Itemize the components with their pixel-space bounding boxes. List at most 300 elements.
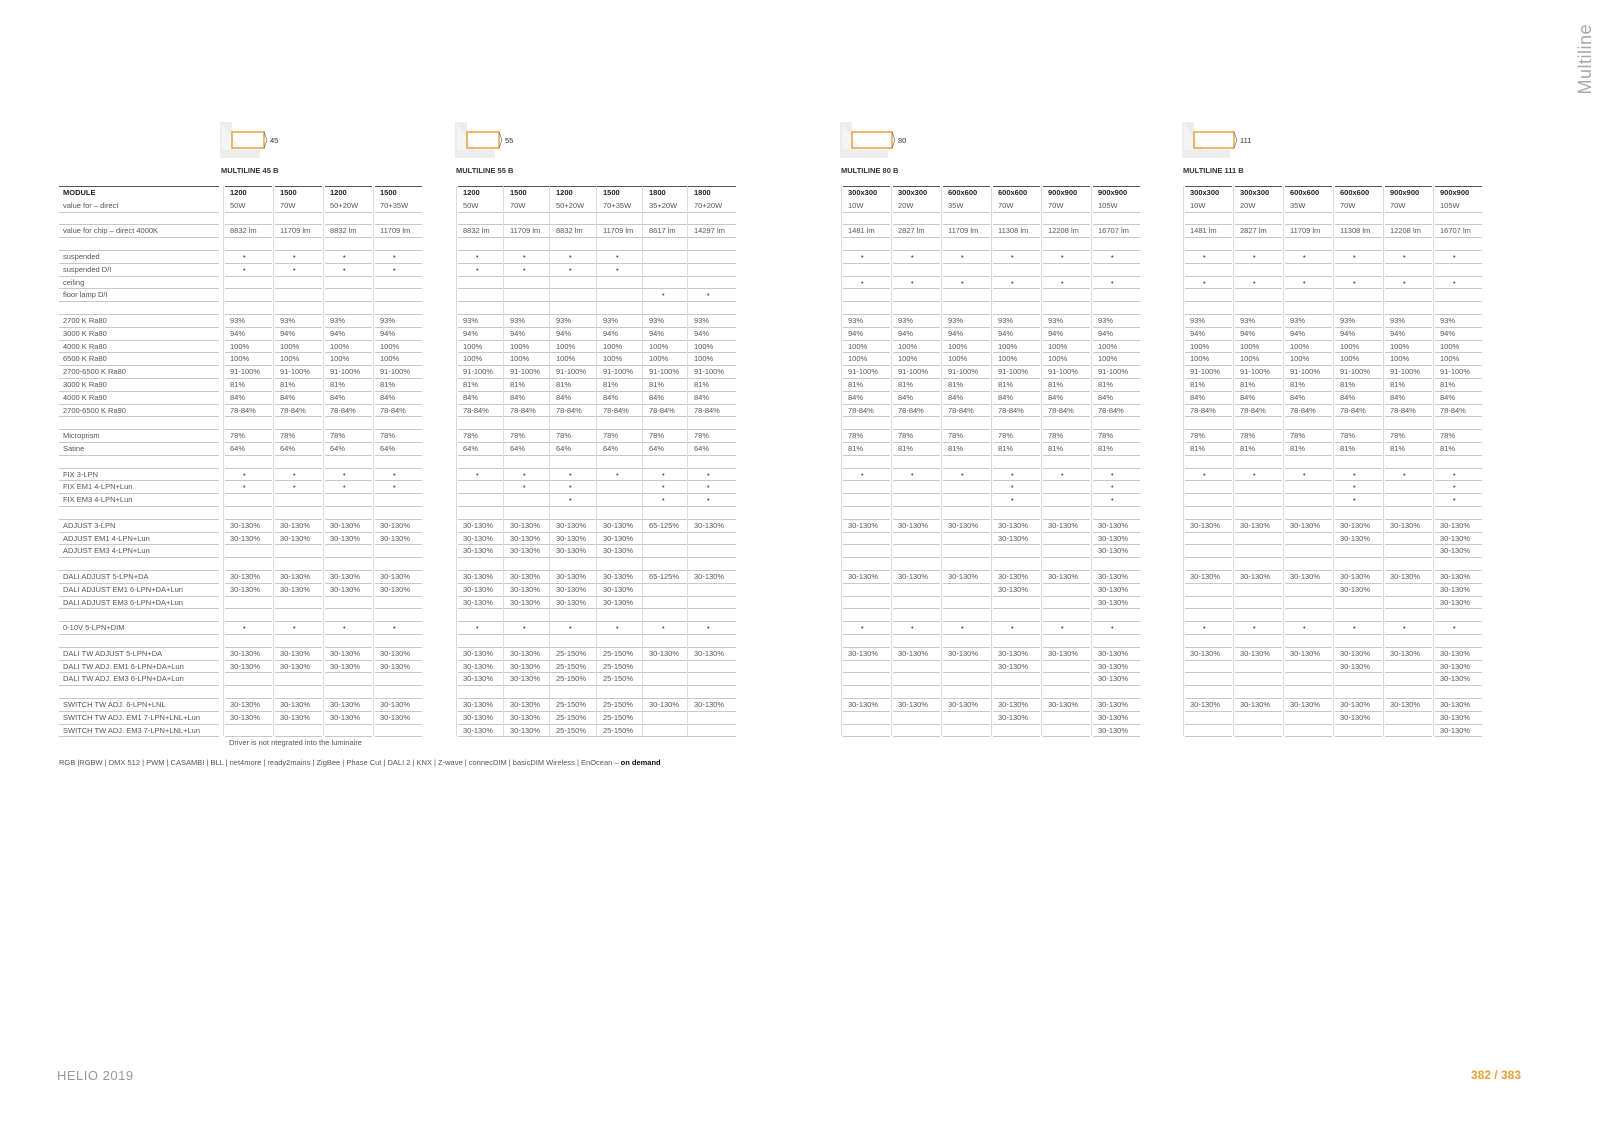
table-cell: 70+20W — [694, 200, 723, 210]
cell-rule — [375, 276, 422, 277]
table-cell: 93% — [1340, 316, 1356, 325]
table-cell: 30-130% — [603, 572, 634, 581]
table-cell: 91-100% — [1440, 367, 1471, 377]
cell-rule — [689, 544, 736, 545]
cell-rule — [689, 212, 736, 213]
cell-rule — [644, 468, 691, 469]
cell-rule — [1285, 672, 1332, 673]
cell-rule — [551, 301, 598, 302]
table-cell: 78% — [1098, 431, 1114, 441]
table-cell: 30-130% — [1440, 597, 1471, 607]
table-cell: 30-130% — [510, 712, 541, 722]
cell-rule — [943, 544, 990, 545]
table-cell: 78-84% — [1190, 405, 1216, 415]
table-cell: 30-130% — [510, 661, 541, 671]
table-cell: 94% — [1290, 328, 1306, 338]
table-cell: 30-130% — [948, 520, 979, 530]
cell-rule — [1335, 672, 1382, 673]
cell-rule — [943, 736, 990, 737]
table-cell: • — [569, 482, 572, 492]
cell-rule — [505, 416, 552, 417]
table-cell: • — [662, 290, 665, 300]
cell-rule — [943, 301, 990, 302]
table-cell: 30-130% — [1290, 648, 1321, 658]
table-cell: 30-130% — [1340, 572, 1371, 581]
table-cell: 8832 lm — [463, 226, 490, 236]
table-cell: 900x900 — [1098, 188, 1128, 197]
cell-rule — [1335, 416, 1382, 417]
row-label: 3000 K Ra90 — [63, 380, 107, 389]
cell-rule — [1043, 237, 1090, 238]
table-cell: 94% — [510, 328, 526, 338]
table-cell: 81% — [1048, 444, 1064, 453]
cell-rule — [1093, 212, 1140, 213]
cell-rule — [689, 634, 736, 635]
table-cell: 84% — [556, 392, 572, 402]
cell-rule — [843, 416, 890, 417]
table-cell: 30-130% — [463, 712, 494, 722]
table-cell: 1200 — [330, 188, 347, 197]
cell-rule — [943, 263, 990, 264]
cell-rule — [1043, 480, 1090, 481]
cell-rule — [1385, 480, 1432, 481]
cell-rule — [275, 621, 322, 622]
table-cell: 93% — [1048, 316, 1064, 325]
table-cell: 91-100% — [948, 367, 979, 377]
cell-rule — [1043, 608, 1090, 609]
table-cell: • — [1453, 277, 1456, 287]
table-cell: 100% — [649, 341, 669, 351]
table-cell: 78-84% — [848, 405, 874, 415]
cell-rule — [1185, 685, 1232, 686]
cell-rule — [893, 506, 940, 507]
table-cell: 78-84% — [649, 405, 675, 415]
table-cell: 900x900 — [1048, 188, 1078, 197]
cell-rule — [1185, 532, 1232, 533]
table-cell: 78% — [1340, 431, 1356, 441]
table-cell: • — [662, 495, 665, 505]
table-cell: 30-130% — [603, 584, 634, 594]
cell-rule — [375, 480, 422, 481]
table-cell: 11308 lm — [998, 226, 1029, 236]
cell-rule — [375, 468, 422, 469]
cell-rule — [275, 212, 322, 213]
table-cell: 100% — [556, 341, 576, 351]
table-cell: 78-84% — [998, 405, 1024, 415]
table-cell: 30-130% — [1440, 520, 1471, 530]
cell-rule — [505, 276, 552, 277]
cell-rule — [1043, 724, 1090, 725]
cell-rule — [1185, 608, 1232, 609]
cell-rule — [458, 250, 505, 251]
side-title: Multiline — [1575, 24, 1595, 95]
cell-rule — [1185, 583, 1232, 584]
table-cell: 30-130% — [1290, 700, 1321, 709]
driver-note: Driver is not ntegrated into the luminaire — [229, 738, 362, 748]
cell-rule — [1335, 455, 1382, 456]
table-cell: 78-84% — [603, 405, 629, 415]
cell-rule — [1235, 672, 1282, 673]
table-cell: 30-130% — [998, 700, 1029, 709]
cell-rule — [843, 711, 890, 712]
cell-rule — [375, 186, 422, 187]
table-cell: 81% — [998, 380, 1014, 389]
cell-rule — [689, 685, 736, 686]
cell-rule — [325, 634, 372, 635]
cell-rule — [993, 480, 1040, 481]
cell-rule — [551, 455, 598, 456]
table-cell: 30-130% — [330, 648, 361, 658]
cell-rule — [843, 672, 890, 673]
on-demand-label: on demand — [620, 758, 661, 768]
cell-rule — [993, 416, 1040, 417]
cell-rule — [644, 480, 691, 481]
table-cell: 78% — [230, 431, 246, 441]
cell-rule — [1093, 186, 1140, 187]
cell-rule — [993, 557, 1040, 558]
cell-rule — [325, 480, 372, 481]
table-cell: 30-130% — [1340, 533, 1371, 543]
cell-rule — [598, 608, 645, 609]
footer-brand: HELIO 2019 — [57, 1068, 134, 1083]
table-cell: 30-130% — [948, 700, 979, 709]
table-cell: 81% — [1340, 444, 1356, 453]
cell-rule — [644, 621, 691, 622]
cell-rule — [1385, 736, 1432, 737]
table-cell: 78-84% — [330, 405, 356, 415]
table-cell: 100% — [1048, 341, 1068, 351]
table-cell: • — [343, 469, 346, 479]
table-cell: 100% — [898, 341, 918, 351]
cell-rule — [275, 493, 322, 494]
cell-rule — [1185, 493, 1232, 494]
cell-rule — [1043, 506, 1090, 507]
table-cell: 94% — [1048, 328, 1064, 338]
table-cell: 30-130% — [330, 572, 361, 581]
cell-rule — [1093, 276, 1140, 277]
table-cell: 94% — [330, 328, 346, 338]
table-cell: 81% — [330, 380, 346, 389]
table-cell: 30-130% — [848, 648, 879, 658]
table-cell: 30-130% — [556, 533, 587, 543]
cell-rule — [505, 480, 552, 481]
table-cell: 91-100% — [380, 367, 411, 377]
cell-rule — [1335, 301, 1382, 302]
cell-rule — [943, 455, 990, 456]
cell-rule — [598, 685, 645, 686]
cell-rule — [843, 186, 890, 187]
cell-rule — [1043, 685, 1090, 686]
table-cell: • — [1353, 623, 1356, 633]
cell-rule — [325, 468, 372, 469]
cell-rule — [458, 736, 505, 737]
cell-rule — [1435, 621, 1482, 622]
cell-rule — [993, 455, 1040, 456]
cell-rule — [1235, 455, 1282, 456]
cell-rule — [1335, 250, 1382, 251]
table-cell: • — [1353, 252, 1356, 261]
table-cell: 64% — [280, 444, 296, 453]
table-cell: 93% — [848, 316, 864, 325]
cell-rule — [598, 301, 645, 302]
cell-rule — [505, 685, 552, 686]
table-cell: 30-130% — [230, 712, 261, 722]
cell-rule — [893, 250, 940, 251]
cell-rule — [1235, 736, 1282, 737]
table-cell: 78-84% — [463, 405, 489, 415]
cell-rule — [843, 480, 890, 481]
cell-rule — [1285, 583, 1332, 584]
cell-rule — [1185, 506, 1232, 507]
table-cell: • — [1203, 623, 1206, 633]
table-cell: • — [961, 277, 964, 287]
table-cell: 81% — [1290, 444, 1306, 453]
table-cell: 100% — [998, 354, 1018, 364]
cell-rule — [225, 685, 272, 686]
cell-rule — [1335, 263, 1382, 264]
cell-rule — [1385, 685, 1432, 686]
table-cell: 100% — [1190, 354, 1210, 364]
cell-rule — [893, 301, 940, 302]
cell-rule — [993, 186, 1040, 187]
cell-rule — [1285, 288, 1332, 289]
cell-rule — [1235, 237, 1282, 238]
table-cell: 78% — [649, 431, 665, 441]
table-cell: 30-130% — [463, 520, 494, 530]
table-cell: 94% — [1190, 328, 1206, 338]
cell-rule — [993, 212, 1040, 213]
cell-rule — [505, 212, 552, 213]
row-label: 4000 K Ra90 — [63, 392, 107, 402]
table-cell: • — [476, 264, 479, 274]
table-cell: 84% — [230, 392, 246, 402]
cell-rule — [225, 250, 272, 251]
table-cell: 81% — [694, 380, 710, 389]
table-cell: 91-100% — [1390, 367, 1421, 377]
table-cell: 84% — [330, 392, 346, 402]
table-cell: 30-130% — [1390, 700, 1421, 709]
table-cell: 94% — [603, 328, 619, 338]
table-cell: 78% — [330, 431, 346, 441]
cell-rule — [1043, 301, 1090, 302]
cell-rule — [225, 672, 272, 673]
cell-rule — [893, 455, 940, 456]
table-cell: 30-130% — [463, 725, 494, 735]
table-cell: • — [911, 277, 914, 287]
cell-rule — [1043, 186, 1090, 187]
table-cell: • — [861, 469, 864, 479]
table-cell: 30-130% — [330, 700, 361, 709]
cell-rule — [505, 506, 552, 507]
cell-rule — [993, 493, 1040, 494]
table-cell: 30-130% — [380, 661, 411, 671]
cell-rule — [1043, 263, 1090, 264]
column-rule — [991, 186, 992, 736]
table-cell: 30-130% — [510, 674, 541, 684]
table-cell: 84% — [694, 392, 710, 402]
cell-rule — [598, 212, 645, 213]
cell-rule — [893, 672, 940, 673]
cell-rule — [1235, 288, 1282, 289]
cell-rule — [644, 416, 691, 417]
row-label: ADJUST EM1 4-LPN+Lun — [63, 533, 150, 543]
table-cell: 30-130% — [1340, 584, 1371, 594]
table-cell: 1500 — [510, 188, 527, 197]
table-cell: 84% — [848, 392, 864, 402]
cell-rule — [275, 608, 322, 609]
cell-rule — [1185, 250, 1232, 251]
cell-rule — [325, 724, 372, 725]
row-label: ADJUST 3-LPN — [63, 520, 116, 530]
cell-rule — [1285, 186, 1332, 187]
cell-rule — [1043, 276, 1090, 277]
table-cell: 100% — [998, 341, 1018, 351]
table-cell: 35W — [948, 200, 964, 210]
cell-rule — [1285, 416, 1332, 417]
cell-rule — [1093, 685, 1140, 686]
cell-rule — [1185, 672, 1232, 673]
table-cell: 64% — [463, 444, 479, 453]
table-cell: • — [707, 495, 710, 505]
cell-rule — [1335, 186, 1382, 187]
table-cell: • — [569, 252, 572, 261]
cell-rule — [1235, 608, 1282, 609]
label-rule — [59, 736, 219, 737]
row-label: ADJUST EM3 4-LPN+Lun — [63, 546, 150, 556]
table-cell: 30-130% — [998, 648, 1029, 658]
table-cell: 91-100% — [463, 367, 494, 377]
table-cell: 30-130% — [510, 648, 541, 658]
cell-rule — [325, 608, 372, 609]
row-label: 2700-6500 K Ra90 — [63, 405, 126, 415]
cell-rule — [275, 263, 322, 264]
cell-rule — [689, 237, 736, 238]
cell-rule — [689, 736, 736, 737]
table-cell: 100% — [463, 354, 483, 364]
table-cell: • — [1011, 469, 1014, 479]
row-label: 0-10V 5-LPN+DIM — [63, 623, 125, 633]
table-cell: • — [1303, 469, 1306, 479]
cell-rule — [551, 288, 598, 289]
table-cell: 78-84% — [1048, 405, 1074, 415]
cell-rule — [943, 583, 990, 584]
cell-rule — [505, 493, 552, 494]
cell-rule — [1335, 288, 1382, 289]
table-cell: 78-84% — [1240, 405, 1266, 415]
table-cell: 30-130% — [510, 597, 541, 607]
cell-rule — [458, 301, 505, 302]
row-label: DALI ADJUST EM1 6-LPN+DA+Lun — [63, 584, 183, 594]
cell-rule — [325, 186, 372, 187]
table-cell: 25-150% — [556, 712, 587, 722]
table-cell: 81% — [1390, 380, 1406, 389]
table-cell: • — [1011, 482, 1014, 492]
cell-rule — [325, 506, 372, 507]
table-cell: 100% — [1390, 354, 1410, 364]
cell-rule — [1185, 237, 1232, 238]
cell-rule — [893, 276, 940, 277]
cell-rule — [1435, 237, 1482, 238]
cell-rule — [325, 455, 372, 456]
table-cell: • — [1453, 252, 1456, 261]
table-cell: 91-100% — [1290, 367, 1321, 377]
column-rule — [1233, 186, 1234, 736]
table-cell: 100% — [330, 341, 350, 351]
cell-rule — [1335, 724, 1382, 725]
table-cell: 100% — [848, 354, 868, 364]
table-cell: 30-130% — [848, 700, 879, 709]
cell-rule — [1335, 237, 1382, 238]
table-cell: 78-84% — [280, 405, 306, 415]
row-label: Satine — [63, 444, 85, 453]
cell-rule — [993, 672, 1040, 673]
table-cell: 12208 lm — [1048, 226, 1079, 236]
table-cell: 78% — [463, 431, 479, 441]
table-cell: 30-130% — [1440, 712, 1471, 722]
column-rule — [323, 186, 324, 736]
cell-rule — [1335, 685, 1382, 686]
cell-rule — [1385, 468, 1432, 469]
table-cell: 78% — [1290, 431, 1306, 441]
table-cell: • — [861, 277, 864, 287]
cell-rule — [225, 544, 272, 545]
cell-rule — [225, 634, 272, 635]
cell-rule — [1185, 263, 1232, 264]
cell-rule — [1235, 724, 1282, 725]
table-cell: 30-130% — [1440, 648, 1471, 658]
cell-rule — [225, 724, 272, 725]
cell-rule — [551, 621, 598, 622]
table-cell: 81% — [1098, 380, 1114, 389]
cell-rule — [458, 212, 505, 213]
cell-rule — [275, 596, 322, 597]
cell-rule — [644, 544, 691, 545]
cell-rule — [893, 724, 940, 725]
cell-rule — [458, 237, 505, 238]
label-rule — [59, 634, 219, 635]
table-cell: 93% — [694, 316, 710, 325]
table-cell: 94% — [1440, 328, 1456, 338]
cell-rule — [993, 276, 1040, 277]
table-cell: 81% — [848, 444, 864, 453]
table-cell: 1500 — [380, 188, 397, 197]
table-cell: 30-130% — [1048, 572, 1079, 581]
table-cell: 30-130% — [463, 648, 494, 658]
cell-rule — [598, 416, 645, 417]
table-cell: 35W — [1290, 200, 1306, 210]
cell-rule — [993, 685, 1040, 686]
table-cell: • — [343, 623, 346, 633]
cell-rule — [1285, 608, 1332, 609]
cell-rule — [225, 557, 272, 558]
label-rule — [59, 186, 219, 187]
table-cell: 94% — [694, 328, 710, 338]
cell-rule — [325, 493, 372, 494]
cell-rule — [644, 596, 691, 597]
table-cell: 93% — [948, 316, 964, 325]
cell-rule — [598, 480, 645, 481]
cell-rule — [893, 186, 940, 187]
table-cell: 600x600 — [998, 188, 1028, 197]
cell-rule — [1335, 506, 1382, 507]
cell-rule — [689, 660, 736, 661]
label-rule — [59, 212, 219, 213]
cell-rule — [1285, 634, 1332, 635]
column-rule — [503, 186, 504, 736]
table-cell: 78-84% — [1390, 405, 1416, 415]
cell-rule — [1185, 468, 1232, 469]
cell-rule — [1385, 672, 1432, 673]
